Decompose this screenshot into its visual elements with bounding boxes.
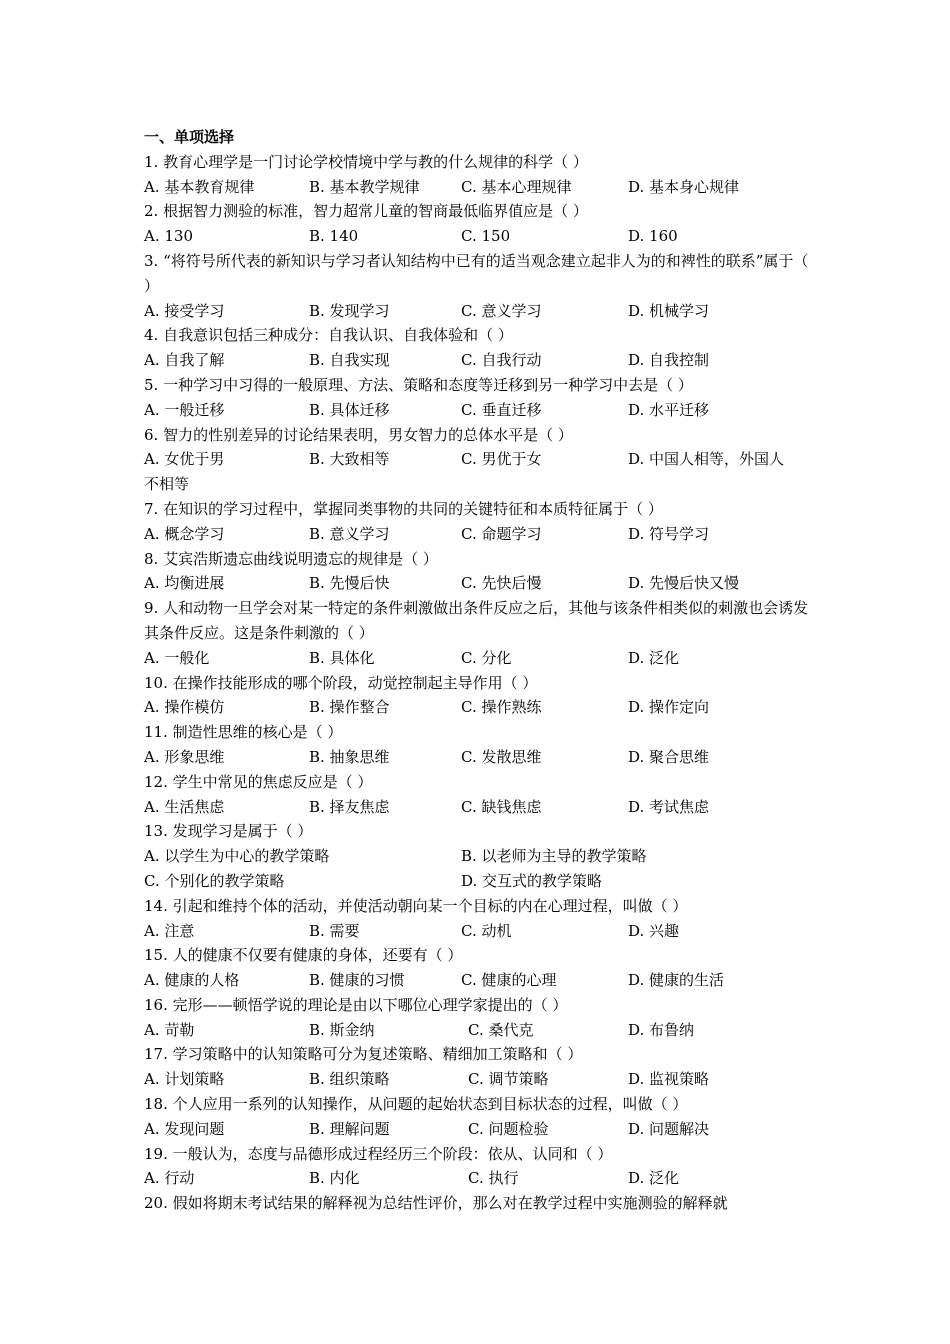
question-stem: 14. 引起和维持个体的活动，并使活动朝向某一个目标的内在心理过程，叫做（ ） xyxy=(144,896,688,915)
option-a[interactable]: A. 行动 xyxy=(144,1169,195,1188)
option-a[interactable]: A. 基本教育规律 xyxy=(144,177,255,196)
question-list xyxy=(144,150,814,1216)
options-row xyxy=(144,522,814,547)
option-c[interactable]: C. 桑代克 xyxy=(468,1020,534,1039)
option-c[interactable]: C. 问题检验 xyxy=(468,1119,549,1138)
option-c[interactable]: C. 动机 xyxy=(461,921,512,940)
question-stem: 2. 根据智力测验的标准，智力超常儿童的智商最低临界值应是（ ） xyxy=(144,202,588,221)
options-row xyxy=(144,844,814,869)
options-row xyxy=(144,795,814,820)
option-d[interactable]: D. 健康的生活 xyxy=(628,971,725,990)
option-b[interactable]: B. 自我实现 xyxy=(309,351,390,370)
option-b[interactable]: B. 大致相等 xyxy=(309,450,390,469)
option-d[interactable]: D. 泛化 xyxy=(628,648,680,667)
option-continuation: 不相等 xyxy=(144,475,190,494)
option-a[interactable]: A. 130 xyxy=(144,227,193,246)
option-c[interactable]: C. 意义学习 xyxy=(461,301,542,320)
question-stem: 5. 一种学习中习得的一般原理、方法、策略和态度等迁移到另一种学习中去是（ ） xyxy=(144,375,693,394)
option-a[interactable]: A. 一般化 xyxy=(144,648,210,667)
options-row xyxy=(144,398,814,423)
option-d[interactable]: D. 中国人相等，外国人 xyxy=(628,450,785,469)
question-stem: 13. 发现学习是属于（ ） xyxy=(144,822,313,841)
option-b[interactable]: B. 具体迁移 xyxy=(309,400,390,419)
options-row xyxy=(144,745,814,770)
option-c[interactable]: C. 健康的心理 xyxy=(461,971,557,990)
option-c[interactable]: C. 调节策略 xyxy=(468,1070,549,1089)
question-stem: 15. 人的健康不仅要有健康的身体，还要有（ ） xyxy=(144,946,463,965)
option-b[interactable]: B. 意义学习 xyxy=(309,524,390,543)
question-stem: 10. 在操作技能形成的哪个阶段，动觉控制起主导作用（ ） xyxy=(144,673,538,692)
question-stem: 1. 教育心理学是一门讨论学校情境中学与教的什么规律的科学（ ） xyxy=(144,152,588,171)
question-stem: 17. 学习策略中的认知策略可分为复述策略、精细加工策略和（ ） xyxy=(144,1045,583,1064)
question-stem: 11. 制造性思维的核心是（ ） xyxy=(144,723,343,742)
options-row xyxy=(144,1166,814,1191)
option-d[interactable]: D. 符号学习 xyxy=(628,524,710,543)
options-row xyxy=(144,175,814,200)
option-b[interactable]: B. 斯金纳 xyxy=(309,1020,375,1039)
option-a[interactable]: A. 均衡进展 xyxy=(144,574,225,593)
option-b[interactable]: B. 140 xyxy=(309,227,359,246)
option-d[interactable]: D. 问题解决 xyxy=(628,1119,710,1138)
question-stem: 16. 完形——顿悟学说的理论是由以下哪位心理学家提出的（ ） xyxy=(144,995,568,1014)
option-c[interactable]: C. 150 xyxy=(461,227,511,246)
option-b[interactable]: B. 操作整合 xyxy=(309,698,390,717)
options-row xyxy=(144,447,814,472)
option-a[interactable]: A. 生活焦虑 xyxy=(144,797,225,816)
option-c[interactable]: C. 垂直迁移 xyxy=(461,400,542,419)
option-b[interactable]: B. 发现学习 xyxy=(309,301,390,320)
option-d[interactable]: D. 基本身心规律 xyxy=(628,177,740,196)
options-row xyxy=(144,919,814,944)
option-b[interactable]: B. 组织策略 xyxy=(309,1070,390,1089)
option-d[interactable]: D. 泛化 xyxy=(628,1169,680,1188)
options-row xyxy=(144,869,814,894)
question-stem: 12. 学生中常见的焦虑反应是（ ） xyxy=(144,772,373,791)
options-row xyxy=(144,968,814,993)
options-row xyxy=(144,695,814,720)
option-d[interactable]: D. 兴趣 xyxy=(628,921,680,940)
option-b[interactable]: B. 抽象思维 xyxy=(309,747,390,766)
section-title: 一、单项选择 xyxy=(144,128,235,146)
option-d[interactable]: D. 监视策略 xyxy=(628,1070,710,1089)
option-c[interactable]: C. 分化 xyxy=(461,648,512,667)
option-c[interactable]: C. 个别化的教学策略 xyxy=(144,871,285,890)
option-b[interactable]: B. 以老师为主导的教学策略 xyxy=(461,847,647,866)
option-d[interactable]: D. 聚合思维 xyxy=(628,747,710,766)
option-c[interactable]: C. 先快后慢 xyxy=(461,574,542,593)
option-a[interactable]: A. 一般迁移 xyxy=(144,400,225,419)
question-stem: 7. 在知识的学习过程中，掌握同类事物的共同的关键特征和本质特征属于（ ） xyxy=(144,499,663,518)
option-a[interactable]: A. 自我了解 xyxy=(144,351,225,370)
question-stem: 19. 一般认为，态度与品德形成过程经历三个阶段：依从、认同和（ ） xyxy=(144,1144,613,1163)
option-b[interactable]: B. 先慢后快 xyxy=(309,574,390,593)
options-row xyxy=(144,1018,814,1043)
option-a[interactable]: A. 概念学习 xyxy=(144,524,225,543)
option-d[interactable]: D. 机械学习 xyxy=(628,301,710,320)
question-stem: 4. 自我意识包括三种成分：自我认识、自我体验和（ ） xyxy=(144,326,513,345)
option-b[interactable]: B. 需要 xyxy=(309,921,360,940)
option-b[interactable]: B. 健康的习惯 xyxy=(309,971,405,990)
option-c[interactable]: C. 执行 xyxy=(468,1169,519,1188)
question-stem: 8. 艾宾浩斯遗忘曲线说明遗忘的规律是（ ） xyxy=(144,549,438,568)
options-row xyxy=(144,224,814,249)
question-stem: 6. 智力的性别差异的讨论结果表明，男女智力的总体水平是（ ） xyxy=(144,425,573,444)
option-d[interactable]: D. 160 xyxy=(628,227,678,246)
options-row xyxy=(144,571,814,596)
option-c[interactable]: C. 命题学习 xyxy=(461,524,542,543)
option-a[interactable]: A. 注意 xyxy=(144,921,195,940)
options-row xyxy=(144,1117,814,1142)
option-c[interactable]: C. 自我行动 xyxy=(461,351,542,370)
option-a[interactable]: A. 接受学习 xyxy=(144,301,225,320)
option-c[interactable]: C. 操作熟练 xyxy=(461,698,542,717)
option-a[interactable]: A. 发现问题 xyxy=(144,1119,225,1138)
option-d[interactable]: D. 布鲁纳 xyxy=(628,1020,695,1039)
option-b[interactable]: B. 理解问题 xyxy=(309,1119,390,1138)
option-d[interactable]: D. 水平迁移 xyxy=(628,400,710,419)
option-b[interactable]: B. 择友焦虑 xyxy=(309,797,390,816)
question-stem: 18. 个人应用一系列的认知操作，从问题的起始状态到目标状态的过程，叫做（ ） xyxy=(144,1095,688,1114)
option-d[interactable]: D. 交互式的教学策略 xyxy=(461,871,603,890)
option-d[interactable]: D. 先慢后快又慢 xyxy=(628,574,740,593)
option-c[interactable]: C. 男优于女 xyxy=(461,450,542,469)
document-body xyxy=(144,125,814,1216)
option-b[interactable]: B. 基本教学规律 xyxy=(309,177,420,196)
option-c[interactable]: C. 发散思维 xyxy=(461,747,542,766)
option-d[interactable]: D. 考试焦虑 xyxy=(628,797,710,816)
option-a[interactable]: A. 形象思维 xyxy=(144,747,225,766)
option-b[interactable]: B. 内化 xyxy=(309,1169,360,1188)
question-stem: 3. “将符号所代表的新知识与学习者认知结构中已有的适当观念建立起非人为的和裨性的联系”属于（ ） xyxy=(144,251,809,295)
question-stem: 20. 假如将期末考试结果的解释视为总结性评价，那么对在教学过程中实施测验的解释就 xyxy=(144,1194,728,1213)
option-d[interactable]: D. 操作定向 xyxy=(628,698,710,717)
options-row xyxy=(144,646,814,671)
option-a[interactable]: A. 计划策略 xyxy=(144,1070,225,1089)
option-a[interactable]: A. 以学生为中心的教学策略 xyxy=(144,847,330,866)
options-row xyxy=(144,299,814,324)
option-a[interactable]: A. 女优于男 xyxy=(144,450,225,469)
option-c[interactable]: C. 基本心理规律 xyxy=(461,177,572,196)
options-row xyxy=(144,348,814,373)
option-a[interactable]: A. 健康的人格 xyxy=(144,971,240,990)
option-b[interactable]: B. 具体化 xyxy=(309,648,375,667)
question-stem: 9. 人和动物一旦学会对某一特定的条件刺激做出条件反应之后，其他与该条件相类似的刺激也会诱发其条件反应。这是条件刺激的（ ） xyxy=(144,599,809,642)
option-a[interactable]: A. 苛勒 xyxy=(144,1020,195,1039)
option-a[interactable]: A. 操作模仿 xyxy=(144,698,225,717)
option-d[interactable]: D. 自我控制 xyxy=(628,351,710,370)
options-row xyxy=(144,1067,814,1092)
option-c[interactable]: C. 缺钱焦虑 xyxy=(461,797,542,816)
